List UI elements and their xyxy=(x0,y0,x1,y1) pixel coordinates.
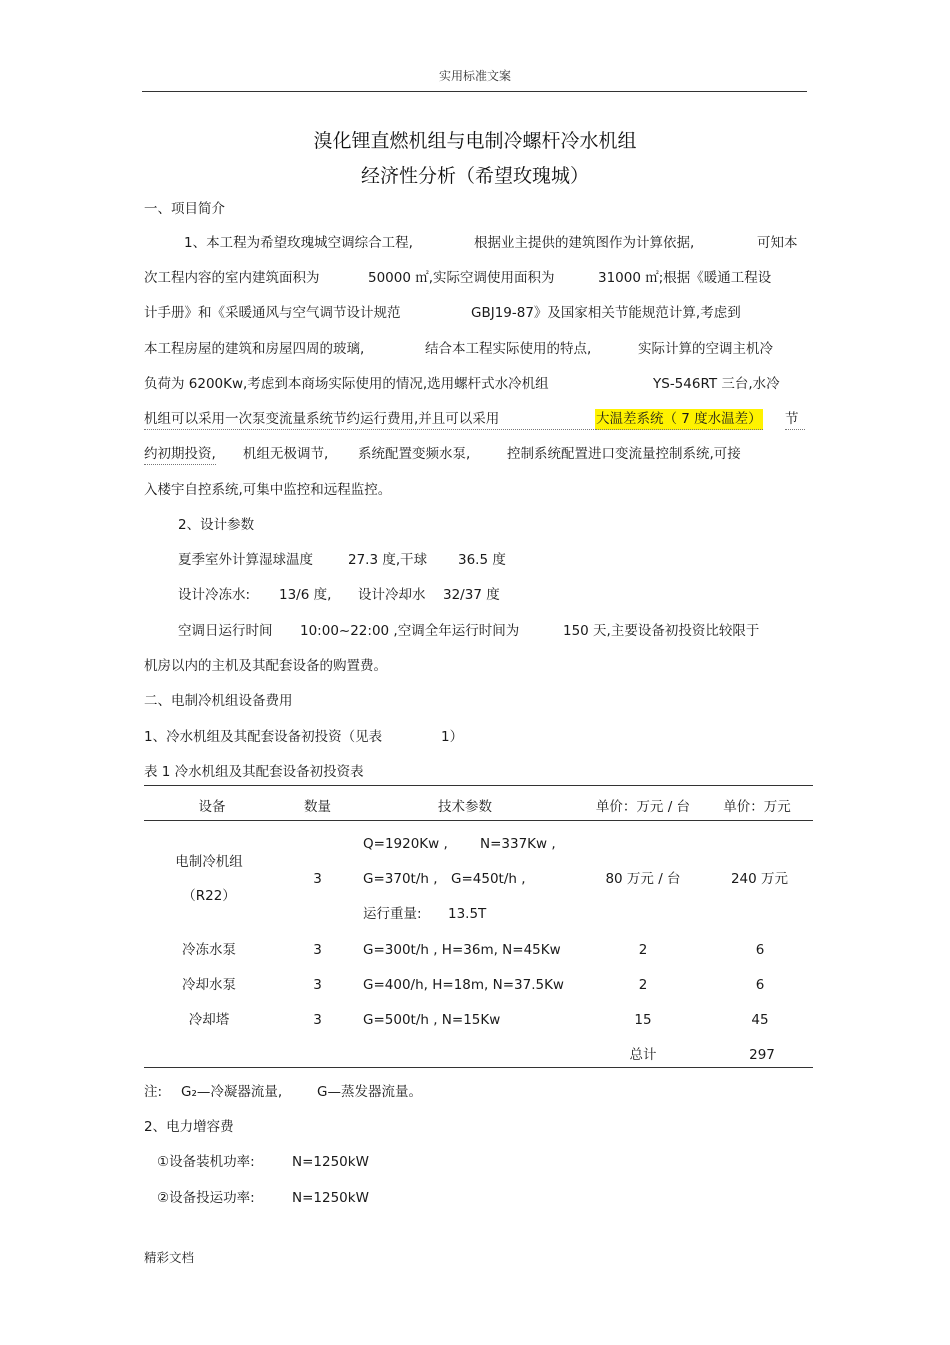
row2-name: 冷冻水泵 xyxy=(182,942,236,958)
para-line3a: 计手册》和《采暖通风与空气调节设计规范 xyxy=(144,305,401,321)
page-header: 实用标准文案 xyxy=(438,69,511,83)
th-unit-price: 单价：万元 / 台 xyxy=(595,799,691,815)
power-item2-label: ②设备投运功率: xyxy=(157,1190,255,1206)
para-line5b: YS-546RT 三台,水冷 xyxy=(653,376,780,392)
row1-spec1b: N=337Kw , xyxy=(480,836,556,852)
highlighted-phrase: 大温差系统（ 7 度水温差） xyxy=(595,409,763,430)
row1-spec3b: 13.5T xyxy=(448,906,487,922)
section2-sub1b: 1） xyxy=(441,729,464,745)
row3-spec: G=400/h, H=18m, N=37.5Kw xyxy=(363,977,564,993)
header-rule xyxy=(142,91,807,92)
row2-spec: G=300t/h , H=36m, N=45Kw xyxy=(363,942,561,958)
param2-value: 13/6 度, xyxy=(279,587,332,603)
section2-sub1a: 1、冷水机组及其配套设备初投资（见表 xyxy=(144,729,383,745)
page-footer: 精彩文档 xyxy=(144,1250,195,1265)
row1-spec2a: G=370t/h , xyxy=(363,871,438,887)
para-line2c: 31000 ㎡;根据《暖通工程设 xyxy=(598,270,772,286)
th-qty: 数量 xyxy=(304,799,331,815)
row4-total: 45 xyxy=(751,1012,769,1028)
table-caption: 表 1 冷水机组及其配套设备初投资表 xyxy=(144,764,364,780)
note-g: G—蒸发器流量。 xyxy=(317,1084,422,1100)
doc-title-line1: 溴化锂直燃机组与电制冷螺杆冷水机组 xyxy=(313,130,637,152)
param2-value2: 32/37 度 xyxy=(443,587,500,603)
sum-value: 297 xyxy=(749,1047,775,1063)
param1-value: 27.3 度,干球 xyxy=(348,552,428,568)
row3-unit: 2 xyxy=(638,977,648,993)
design-params-heading: 2、设计参数 xyxy=(178,517,255,533)
para-line8: 入楼宇自控系统,可集中监控和远程监控。 xyxy=(144,482,392,498)
note-label: 注: xyxy=(144,1084,163,1100)
param1-label: 夏季室外计算湿球温度 xyxy=(178,552,313,568)
row4-qty: 3 xyxy=(313,1012,322,1028)
th-total-price: 单价：万元 xyxy=(723,799,791,815)
row1-name: 电制冷机组 xyxy=(175,854,243,870)
row1-total: 240 万元 xyxy=(730,871,789,887)
para-line7a: 约初期投资, xyxy=(144,444,216,465)
row4-name: 冷却塔 xyxy=(188,1012,230,1028)
para-line1a: 1、本工程为希望玫瑰城空调综合工程, xyxy=(184,235,413,251)
row3-total: 6 xyxy=(755,977,765,993)
para-line1c: 可知本 xyxy=(757,235,798,251)
row2-qty: 3 xyxy=(313,942,322,958)
row1-qty: 3 xyxy=(313,871,322,887)
para-line6a: 机组可以采用一次泵变流量系统节约运行费用,并且可以采用 xyxy=(144,409,594,430)
row4-spec: G=500t/h , N=15Kw xyxy=(363,1012,501,1028)
param3-value: 10:00~22:00 ,空调全年运行时间为 xyxy=(300,623,520,639)
param4-text: 机房以内的主机及其配套设备的购置费。 xyxy=(144,658,387,674)
table-top-rule xyxy=(144,785,813,786)
param1-value2: 36.5 度 xyxy=(458,552,506,568)
power-heading: 2、电力增容费 xyxy=(144,1119,234,1135)
power-item1-value: N=1250kW xyxy=(292,1154,369,1170)
para-line4b: 结合本工程实际使用的特点, xyxy=(425,341,592,357)
para-line5a: 负荷为 6200Kw,考虑到本商场实际使用的情况,选用螺杆式水冷机组 xyxy=(144,376,549,392)
row4-unit: 15 xyxy=(634,1012,652,1028)
para-line3b: GBJ19-87》及国家相关节能规范计算,考虑到 xyxy=(471,305,741,321)
para-line4a: 本工程房屋的建筑和房屋四周的玻璃, xyxy=(144,341,365,357)
row1-unit: 80 万元 / 台 xyxy=(605,871,681,887)
table-bottom-rule xyxy=(144,1067,813,1068)
para-line4c: 实际计算的空调主机冷 xyxy=(638,341,773,357)
para-line6c: 节 xyxy=(785,409,805,430)
para-line2a: 次工程内容的室内建筑面积为 xyxy=(144,270,320,286)
param2-label: 设计冷冻水: xyxy=(178,587,251,603)
note-g2: G₂—冷凝器流量, xyxy=(181,1084,283,1100)
para-line1b: 根据业主提供的建筑图作为计算依据, xyxy=(474,235,695,251)
section1-heading: 一、项目简介 xyxy=(144,201,225,217)
row1-name2: （R22） xyxy=(182,888,236,904)
para-line7d: 控制系统配置进口变流量控制系统,可接 xyxy=(507,446,741,462)
doc-title-line2: 经济性分析（希望玫瑰城） xyxy=(360,165,589,187)
row1-spec2b: G=450t/h , xyxy=(451,871,526,887)
row3-qty: 3 xyxy=(313,977,322,993)
para-line7b: 机组无极调节, xyxy=(243,446,329,462)
row1-spec1a: Q=1920Kw , xyxy=(363,836,448,852)
row1-spec3a: 运行重量: xyxy=(363,906,422,922)
row2-unit: 2 xyxy=(638,942,648,958)
power-item1-label: ①设备装机功率: xyxy=(157,1154,255,1170)
param3-label: 空调日运行时间 xyxy=(178,623,273,639)
table-header-rule xyxy=(144,820,813,821)
sum-label: 总计 xyxy=(629,1047,657,1063)
para-line2b: 50000 ㎡,实际空调使用面积为 xyxy=(368,270,555,286)
para-line7c: 系统配置变频水泵, xyxy=(358,446,471,462)
th-spec: 技术参数 xyxy=(438,799,492,815)
row2-total: 6 xyxy=(755,942,765,958)
power-item2-value: N=1250kW xyxy=(292,1190,369,1206)
section2-heading: 二、电制冷机组设备费用 xyxy=(144,693,293,709)
param2-label2: 设计冷却水 xyxy=(358,587,426,603)
row3-name: 冷却水泵 xyxy=(182,977,236,993)
param3-value2: 150 天,主要设备初投资比较限于 xyxy=(563,623,760,639)
th-device: 设备 xyxy=(198,799,226,815)
